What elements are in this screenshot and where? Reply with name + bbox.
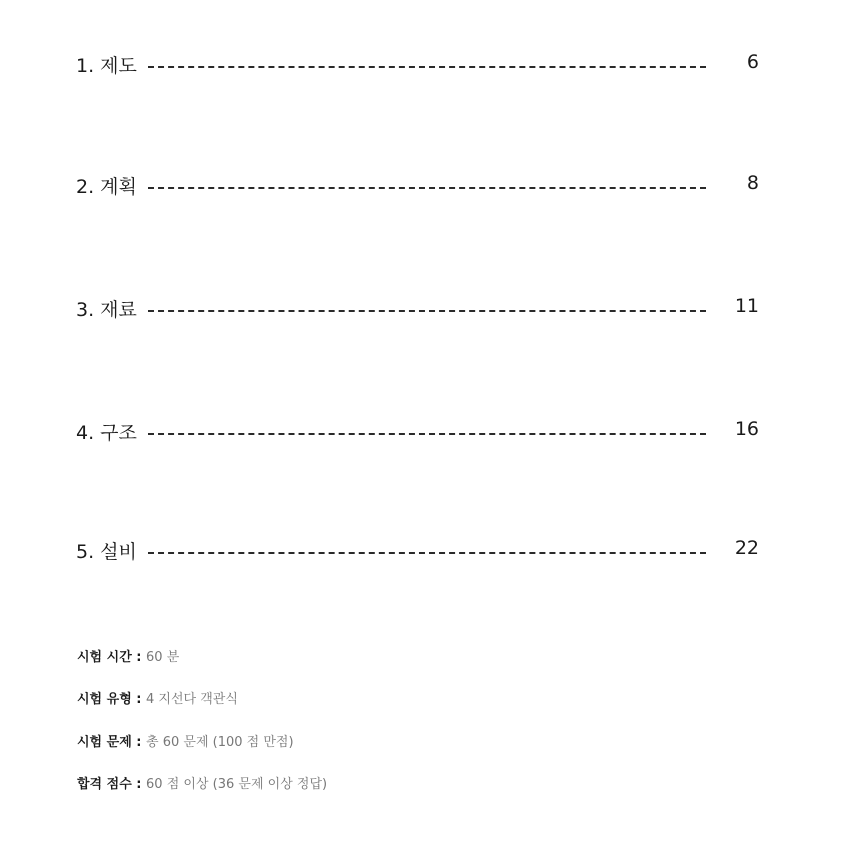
toc-item-page: 16 <box>734 418 759 440</box>
toc-dotted-leader <box>148 552 706 554</box>
exam-info-value: 4 지선다 객관식 <box>146 692 238 707</box>
toc-item-planning <box>76 172 759 202</box>
exam-info-questions <box>77 733 294 753</box>
toc-item-label: 3. 재료 <box>76 299 137 321</box>
exam-info-time <box>77 648 179 668</box>
toc-dotted-leader <box>148 66 706 68</box>
toc-item-structure <box>76 418 759 448</box>
exam-info-value: 총 60 문제 (100 점 만점) <box>146 735 294 750</box>
toc-item-page: 22 <box>734 537 759 559</box>
exam-info-passing-score <box>77 775 327 795</box>
exam-info-separator: : <box>131 692 147 707</box>
toc-item-page: 6 <box>746 51 759 73</box>
toc-item-materials <box>76 295 759 325</box>
exam-info-key: 시험 문제 <box>77 735 132 750</box>
toc-item-page: 11 <box>734 295 759 317</box>
exam-info-separator: : <box>131 735 147 750</box>
toc-item-label: 4. 구조 <box>76 422 137 444</box>
exam-info-value: 60 점 이상 (36 문제 이상 정답) <box>146 777 328 792</box>
toc-item-label: 1. 제도 <box>76 55 137 77</box>
toc-dotted-leader <box>148 433 706 435</box>
toc-item-equipment <box>76 537 759 567</box>
exam-info-separator: : <box>131 777 147 792</box>
exam-info-key: 합격 점수 <box>77 777 132 792</box>
exam-info-type <box>77 690 238 710</box>
toc-dotted-leader <box>148 187 706 189</box>
exam-info-value: 60 분 <box>146 650 180 665</box>
toc-item-page: 8 <box>746 172 759 194</box>
exam-info-key: 시험 유형 <box>77 692 132 707</box>
exam-info-key: 시험 시간 <box>77 650 132 665</box>
toc-dotted-leader <box>148 310 706 312</box>
toc-item-drafting <box>76 51 759 81</box>
toc-item-label: 5. 설비 <box>76 541 137 563</box>
exam-info-separator: : <box>131 650 147 665</box>
toc-item-label: 2. 계획 <box>76 176 137 198</box>
